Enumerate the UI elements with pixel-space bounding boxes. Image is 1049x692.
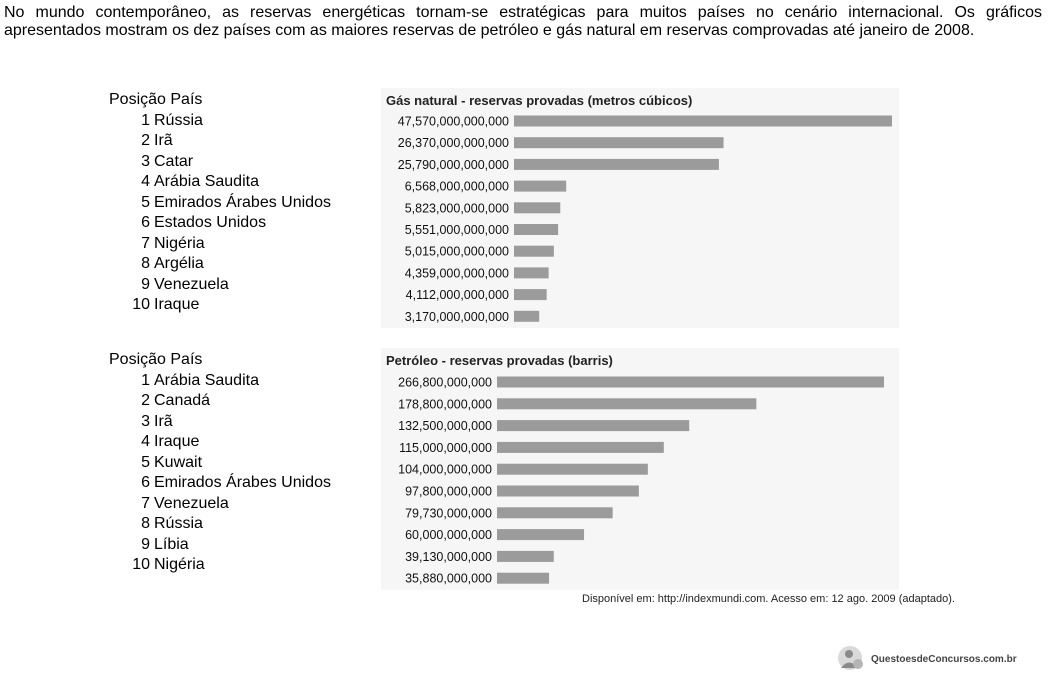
ranking-position: 10 [132, 556, 150, 573]
ranking-country: Arábia Saudita [154, 371, 259, 389]
ranking-position: 3 [141, 412, 150, 430]
ranking-country: Iraque [154, 433, 200, 450]
oil-bar [497, 551, 554, 562]
source-note: Disponível em: http://indexmundi.com. Acesso em: 12 ago. 2009 (adaptado). [582, 593, 955, 605]
ranking-position: 4 [141, 433, 150, 450]
ranking-country: Venezuela [154, 275, 229, 293]
gas-ranking-list [109, 90, 331, 316]
ranking-country: Arábia Saudita [154, 173, 259, 190]
gas-value-label: 6,568,000,000,000 [404, 179, 509, 194]
ranking-row [109, 514, 331, 535]
gas-bar [514, 267, 549, 278]
ranking-country: Líbia [154, 535, 189, 553]
gas-bar [514, 137, 724, 148]
ranking-country: Nigéria [154, 556, 205, 573]
ranking-header: Posição País [109, 351, 203, 368]
oil-reserves-chart [381, 348, 899, 590]
ranking-position: 9 [141, 275, 150, 293]
ranking-position: 1 [141, 371, 150, 389]
oil-bar [497, 464, 648, 475]
ranking-row [109, 432, 331, 453]
ranking-country: Rússia [154, 111, 203, 129]
ranking-country: Nigéria [154, 234, 205, 252]
ranking-country: Irã [154, 412, 173, 430]
gas-value-label: 47,570,000,000,000 [397, 114, 509, 129]
gas-value-label: 4,112,000,000,000 [405, 288, 509, 303]
ranking-country: Estados Unidos [154, 214, 267, 231]
ranking-country: Iraque [154, 296, 200, 313]
ranking-row [109, 535, 331, 556]
ranking-row [109, 412, 331, 433]
ranking-country: Catar [154, 152, 194, 170]
oil-bar [497, 486, 639, 497]
gas-value-label: 3,170,000,000,000 [404, 309, 509, 324]
gas-bar [514, 116, 892, 127]
ranking-row [109, 453, 331, 474]
ranking-country: Emirados Árabes Unidos [154, 474, 331, 491]
oil-value-label: 97,800,000,000 [405, 484, 492, 499]
gas-bar [514, 224, 558, 235]
oil-bar [497, 377, 884, 388]
oil-bar [497, 420, 689, 431]
logo-text: QuestoesdeConcursos.com.br [871, 653, 1017, 665]
ranking-country: Venezuela [154, 494, 229, 512]
ranking-position: 7 [141, 494, 150, 512]
oil-bar [497, 442, 664, 453]
ranking-country: Argélia [154, 255, 204, 272]
gas-value-label: 4,359,000,000,000 [404, 266, 509, 281]
ranking-position: 6 [141, 474, 150, 491]
ranking-row [109, 234, 331, 255]
ranking-position: 3 [141, 152, 150, 170]
oil-bar [497, 507, 613, 518]
gas-value-label: 5,551,000,000,000 [404, 223, 509, 237]
gas-value-label: 5,823,000,000,000 [404, 201, 509, 216]
ranking-row [109, 494, 331, 515]
ranking-header: Posição País [109, 91, 203, 108]
oil-bar [497, 573, 549, 584]
gas-value-label: 25,790,000,000,000 [397, 157, 509, 172]
gas-bar [514, 159, 719, 170]
oil-value-label: 266,800,000,000 [398, 375, 492, 390]
ranking-row [109, 193, 331, 214]
gas-bar [514, 202, 560, 213]
oil-value-label: 132,500,000,000 [398, 419, 492, 434]
oil-chart-title: Petróleo - reservas provadas (barris) [386, 353, 613, 368]
ranking-row [109, 391, 331, 412]
ranking-country: Rússia [154, 515, 203, 532]
ranking-row [109, 213, 331, 234]
ranking-row [109, 131, 331, 152]
ranking-row [109, 275, 331, 296]
oil-value-label: 178,800,000,000 [398, 397, 492, 412]
oil-value-label: 104,000,000,000 [398, 462, 492, 477]
site-logo [836, 645, 1017, 673]
oil-value-label: 35,880,000,000 [405, 571, 492, 586]
gas-chart-title: Gás natural - reservas provadas (metros cúbicos) [386, 93, 693, 108]
intro-paragraph: No mundo contemporâneo, as reservas energéticas tornam-se estratégicas para muitos países no cenário internacional. Os gráficos apresentados mostram os dez países com as maiores reservas de petróleo e gás natural em reservas comprovadas até janeiro de 2008. [4, 4, 1042, 39]
gas-bar [514, 181, 566, 192]
ranking-row [109, 152, 331, 173]
ranking-position: 2 [141, 132, 150, 149]
oil-bar [497, 398, 756, 409]
oil-value-label: 115,000,000,000 [399, 440, 492, 455]
oil-value-label: 79,730,000,000 [405, 506, 492, 521]
gas-bar [514, 311, 539, 322]
ranking-position: 5 [141, 453, 150, 471]
ranking-country: Canadá [154, 392, 211, 409]
oil-bar [497, 529, 584, 540]
ranking-country: Irã [154, 132, 173, 149]
ranking-position: 8 [141, 255, 150, 272]
oil-value-label: 60,000,000,000 [405, 528, 492, 543]
ranking-country: Kuwait [154, 453, 203, 471]
ranking-row [109, 172, 331, 193]
oil-ranking-list [109, 350, 331, 576]
ranking-country: Emirados Árabes Unidos [154, 193, 331, 211]
logo-icon [836, 645, 868, 673]
oil-value-label: 39,130,000,000 [405, 549, 492, 564]
ranking-position: 2 [141, 392, 150, 409]
ranking-row [109, 473, 331, 494]
gas-bar [514, 246, 554, 257]
gas-value-label: 5,015,000,000,000 [404, 244, 509, 259]
ranking-row [109, 555, 331, 576]
ranking-position: 1 [141, 111, 150, 129]
ranking-position: 8 [141, 515, 150, 532]
ranking-position: 4 [141, 173, 150, 190]
ranking-row [109, 295, 331, 316]
ranking-row [109, 254, 331, 275]
gas-value-label: 26,370,000,000,000 [397, 136, 509, 151]
gas-reserves-chart [381, 88, 899, 328]
ranking-row [109, 111, 331, 132]
ranking-position: 7 [141, 234, 150, 252]
ranking-position: 6 [141, 214, 150, 231]
ranking-position: 9 [141, 535, 150, 553]
ranking-position: 10 [132, 296, 150, 313]
ranking-row [109, 371, 331, 392]
ranking-position: 5 [141, 193, 150, 211]
gas-bar [514, 289, 547, 300]
